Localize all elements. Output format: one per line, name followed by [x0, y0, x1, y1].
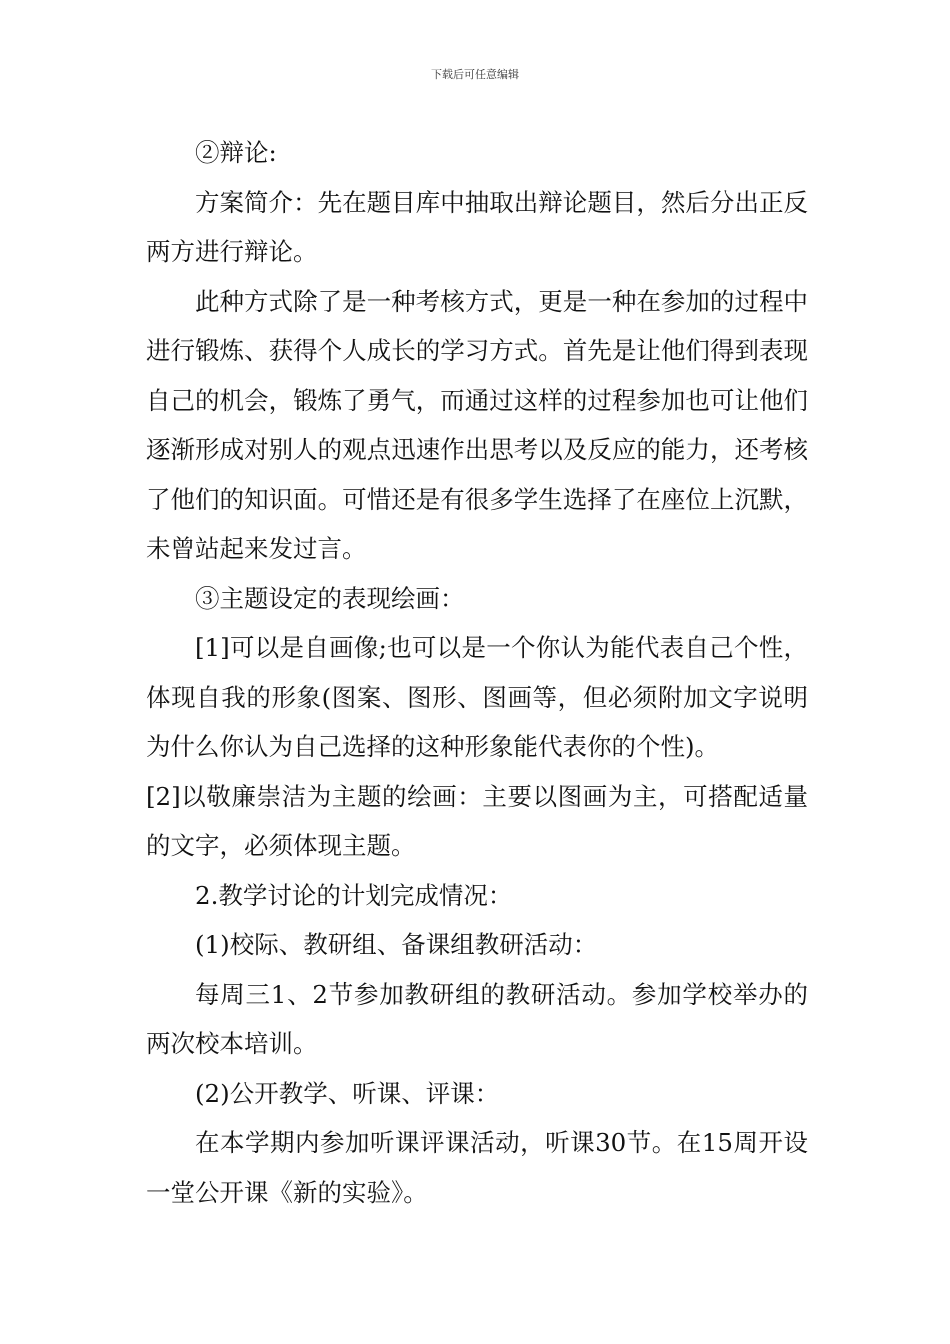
paragraph-teaching-discussion-heading: 2.教学讨论的计划完成情况： — [195, 880, 513, 910]
document-body — [146, 128, 808, 1217]
page-header: 下载后可任意编辑 — [431, 68, 519, 81]
paragraph-research-activity-heading: (1)校际、教研组、备课组教研活动： — [195, 930, 598, 959]
paragraph-assessment-method: 此种方式除了是一种考核方式，更是一种在参加的过程中进行锻炼、获得个人成长的学习方式。首先是让他们得到表现自己的机会，锻炼了勇气，而通过这样的过程参加也可让他们逐渐形成对别人的观点迅速作出思考以及反应的能力，还考核了他们的知识面。可惜还是有很多学生选择了在座位上沉默，未曾站起来发过言。 — [146, 286, 808, 563]
paragraph-open-class-heading: (2)公开教学、听课、评课： — [195, 1078, 500, 1108]
paragraph-research-activity-detail: 每周三1、2节参加教研组的教研活动。参加学校举办的两次校本培训。 — [146, 979, 808, 1058]
paragraph-drawing-item-1: [1]可以是自画像;也可以是一个你认为能代表自己个性，体现自我的形象(图案、图形、图画等，但必须附加文字说明为什么你认为自己选择的这种形象能代表你的个性)。 — [146, 633, 808, 761]
paragraph-drawing-heading: ③主题设定的表现绘画： — [195, 583, 465, 613]
paragraph-drawing-item-2: [2]以敬廉崇洁为主题的绘画：主要以图画为主，可搭配适量的文字，必须体现主题。 — [146, 781, 808, 860]
paragraph-open-class-detail: 在本学期内参加听课评课活动，听课30节。在15周开设一堂公开课《新的实验》。 — [146, 1128, 808, 1207]
paragraph-plan-intro: 方案简介：先在题目库中抽取出辩论题目，然后分出正反两方进行辩论。 — [146, 187, 808, 266]
paragraph-debate-heading: ②辩论: — [195, 138, 277, 167]
